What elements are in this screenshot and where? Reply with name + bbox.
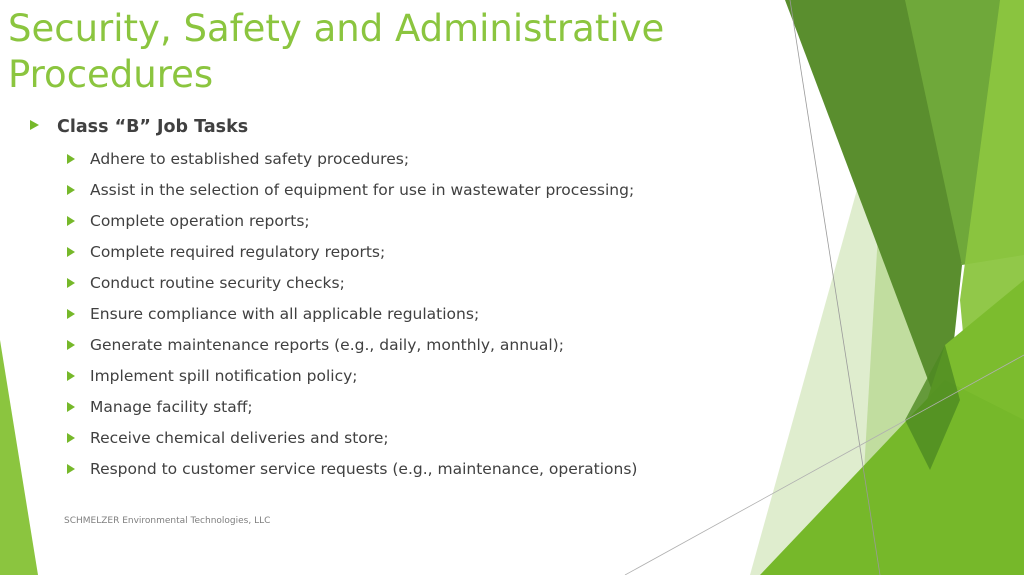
sub-bullet-text: Manage facility staff; bbox=[90, 398, 253, 416]
bullet-arrow-icon bbox=[67, 433, 75, 443]
bullet-list bbox=[30, 112, 750, 485]
bullet-arrow-icon bbox=[67, 309, 75, 319]
sub-bullet-item bbox=[30, 206, 750, 237]
sub-bullet-item bbox=[30, 299, 750, 330]
sub-bullet-text: Ensure compliance with all applicable regulations; bbox=[90, 305, 480, 323]
sub-bullet-text: Generate maintenance reports (e.g., daily, monthly, annual); bbox=[90, 336, 564, 354]
slide-footer: SCHMELZER Environmental Technologies, LLC bbox=[64, 516, 271, 526]
bullet-arrow-icon bbox=[67, 278, 75, 288]
sub-bullet-item bbox=[30, 268, 750, 299]
sub-bullet-item bbox=[30, 392, 750, 423]
bullet-arrow-icon bbox=[67, 185, 75, 195]
sub-bullet-item bbox=[30, 144, 750, 175]
bullet-item-class-b bbox=[30, 112, 750, 144]
sub-bullet-text: Assist in the selection of equipment for use in wastewater processing; bbox=[90, 181, 635, 199]
bullet-arrow-icon bbox=[67, 247, 75, 257]
bullet-arrow-icon bbox=[67, 216, 75, 226]
sub-bullet-text: Implement spill notification policy; bbox=[90, 367, 358, 385]
sub-bullet-item bbox=[30, 330, 750, 361]
bullet-arrow-icon bbox=[67, 371, 75, 381]
sub-bullet-item bbox=[30, 175, 750, 206]
sub-bullet-item bbox=[30, 454, 750, 485]
bullet-arrow-icon bbox=[67, 340, 75, 350]
sub-bullet-item bbox=[30, 237, 750, 268]
sub-bullet-item bbox=[30, 423, 750, 454]
sub-bullet-text: Adhere to established safety procedures; bbox=[90, 150, 410, 168]
sub-bullet-text: Complete operation reports; bbox=[90, 212, 310, 230]
sub-bullet-group bbox=[30, 144, 750, 485]
sub-bullet-text: Complete required regulatory reports; bbox=[90, 243, 386, 261]
slide-title: Security, Safety and Administrative Procedures bbox=[8, 7, 665, 96]
sub-bullet-text: Respond to customer service requests (e.g., maintenance, operations) bbox=[90, 460, 638, 478]
sub-bullet-list bbox=[30, 144, 750, 485]
bullet-arrow-icon bbox=[67, 402, 75, 412]
bullet-label: Class “B” Job Tasks bbox=[57, 117, 249, 137]
bullet-arrow-icon bbox=[30, 120, 39, 130]
sub-bullet-text: Conduct routine security checks; bbox=[90, 274, 345, 292]
sub-bullet-item bbox=[30, 361, 750, 392]
sub-bullet-text: Receive chemical deliveries and store; bbox=[90, 429, 389, 447]
bullet-arrow-icon bbox=[67, 154, 75, 164]
bullet-arrow-icon bbox=[67, 464, 75, 474]
